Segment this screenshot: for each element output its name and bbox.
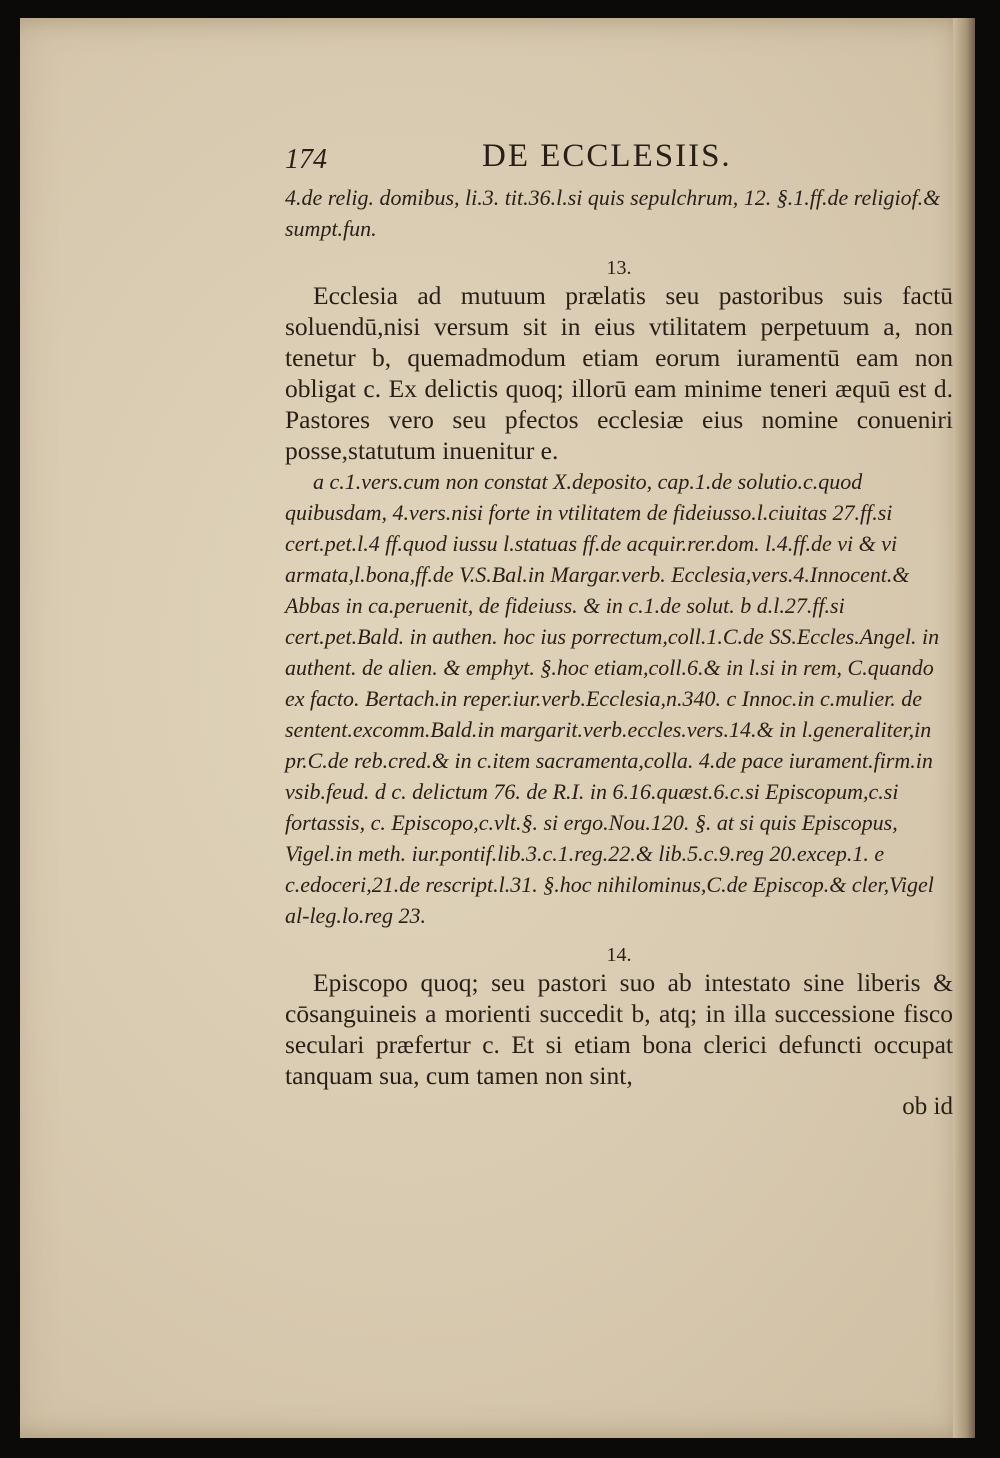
page-gutter-shadow xyxy=(953,18,975,1438)
continued-footnote-text: 4.de relig. domibus, li.3. tit.36.l.si quis sepulchrum, 12. §.1.ff.de religiof.& sumpt.fun. xyxy=(285,185,941,241)
book-page xyxy=(20,18,975,1438)
running-title: DE ECCLESIIS. xyxy=(482,138,732,174)
section-14-text: Episcopo quoq; seu pastori suo ab intestato sine liberis & cōsanguineis a morienti succedit b, atq; in illa successione fisco seculari præfertur c. Et si etiam bona clerici defuncti occupat tanquam sua, cum tamen non sint, xyxy=(285,968,953,1090)
page-header xyxy=(285,136,953,176)
continued-footnote xyxy=(285,182,953,244)
section-number-13: 13. xyxy=(606,257,632,279)
section-14-body xyxy=(285,967,953,1091)
section-13-body xyxy=(285,280,953,466)
section-number-14: 14. xyxy=(606,944,632,966)
catchword: ob id xyxy=(902,1093,953,1120)
text-block xyxy=(285,136,953,1121)
section-13-notes-text: a c.1.vers.cum non constat X.deposito, cap.1.de solutio.c.quod quibusdam, 4.vers.nisi forte in vtilitatem de fideiusso.l.ciuitas 27.ff.si cert.pet.l.4 ff.quod iussu l.statuas ff.de acquir.rer.dom. l.4.ff.de vi & vi armata,l.bona,ff.de V.S.Bal.in Margar.verb. Ecclesia,vers.4.Innocent.& Abbas in ca.peruenit, de fideiuss. & in c.1.de solut. b d.l.27.ff.si cert.pet.Bald. in authen. hoc ius porrectum,coll.1.C.de SS.Eccles.Angel. in authent. de alien. & emphyt. §.hoc etiam,coll.6.& in l.si in rem, C.quando ex facto. Bertach.in reper.iur.verb.Ecclesia,n.340. c Innoc.in c.mulier. de sentent.excomm.Bald.in margarit.verb.eccles.vers.14.& in l.generaliter,in pr.C.de reb.cred.& in c.item sacramenta,colla. 4.de pace iurament.firm.in vsib.feud. d c. delictum 76. de R.I. in 6.16.quæst.6.c.si Episcopum,c.si fortassis, c. Episcopo,c.vlt.§. si ergo.Nou.120. §. at si quis Episcopus, Vigel.in meth. iur.pontif.lib.3.c.1.reg.22.& lib.5.c.9.reg 20.excep.1. e c.edoceri,21.de rescript.l.31. §.hoc nihilominus,C.de Episcop.& cler,Vigel al-leg.lo.reg 23. xyxy=(285,469,940,928)
section-13-text: Ecclesia ad mutuum prælatis seu pastoribus suis factū soluendū,nisi versum sit in eius vtilitatem perpetuum a, non tenetur b, quemadmodum etiam eorum iuramentū eam non obligat c. Ex delictis quoq; illorū eam minime teneri æquū est d. Pastores vero seu pfectos ecclesiæ eius nomine conueniri posse,statutum inuenitur e. xyxy=(285,281,953,465)
page-number: 174 xyxy=(285,144,327,175)
section-13-notes xyxy=(285,466,953,931)
